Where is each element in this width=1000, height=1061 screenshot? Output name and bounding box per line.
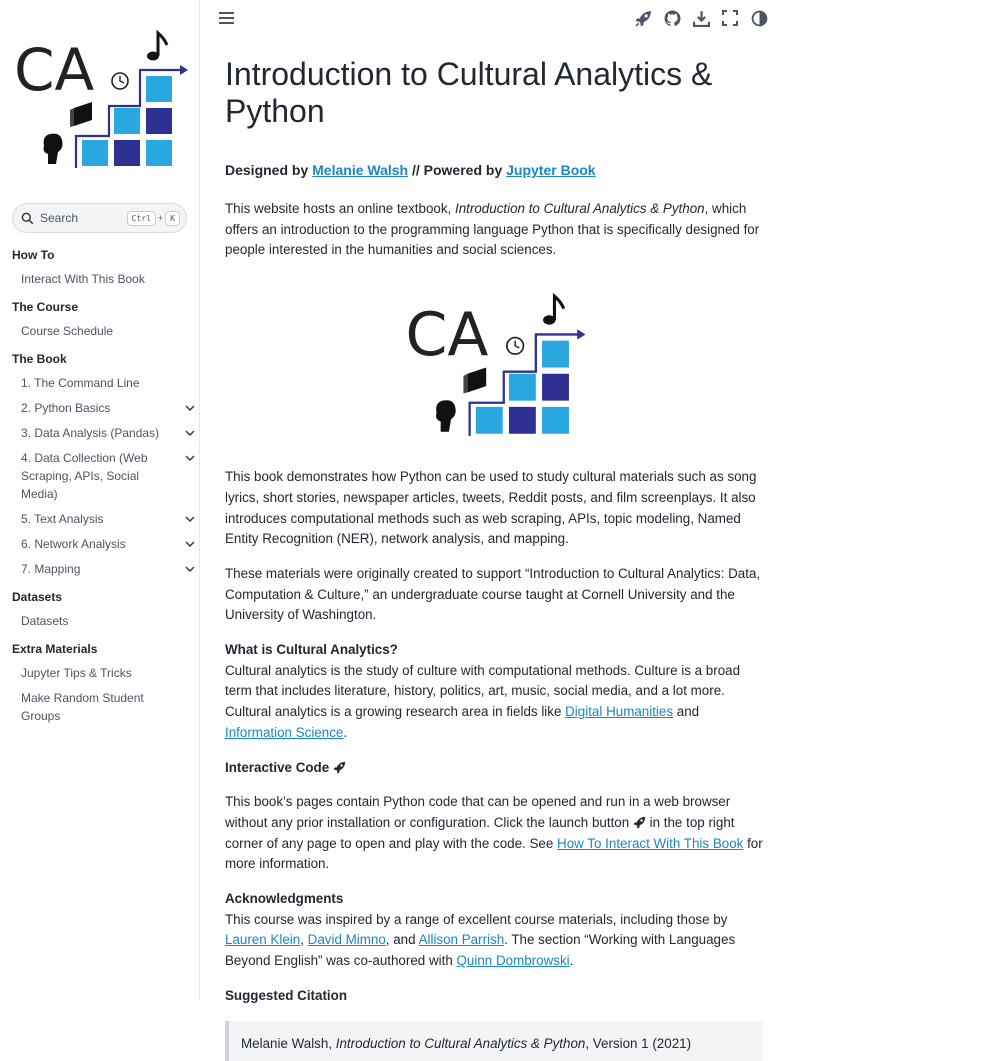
sidebar-item-jupyter-tips[interactable] <box>12 664 196 682</box>
chevron-down-icon[interactable] <box>184 427 196 439</box>
ack-paragraph <box>225 910 765 972</box>
intro-book-title: Introduction to Cultural Analytics & Python <box>455 201 705 216</box>
sidebar-item-label: Datasets <box>21 614 69 628</box>
sidebar-item-label: 5. Text Analysis <box>21 512 104 526</box>
page-title: Introduction to Cultural Analytics & Python <box>225 56 713 129</box>
david-mimno-link[interactable]: David Mimno <box>307 932 386 948</box>
citation-version: , Version 1 (2021) <box>585 1035 692 1051</box>
heading-acknowledgments: Acknowledgments <box>225 891 344 907</box>
heading-what-is-cultural-analytics: What is Cultural Analytics? <box>225 642 398 658</box>
chevron-down-icon[interactable] <box>184 452 196 464</box>
kbd-k: K <box>165 211 180 226</box>
sidebar-item-python-basics[interactable] <box>12 399 196 417</box>
citation-text <box>229 1021 763 1051</box>
sidebar-item-command-line[interactable] <box>12 374 196 392</box>
ack-sep-2: , and <box>385 932 419 948</box>
sidebar-item-label: Jupyter Tips & Tricks <box>21 666 132 680</box>
site-logo[interactable] <box>12 28 190 173</box>
sidebar-nav <box>12 244 196 732</box>
rocket-icon <box>633 816 646 829</box>
byline-powered: // Powered by <box>408 162 507 178</box>
heading-interactive-code-text: Interactive Code <box>225 759 330 775</box>
search-shortcut <box>127 211 180 226</box>
fullscreen-icon[interactable] <box>721 8 739 28</box>
digital-humanities-link[interactable]: Digital Humanities <box>565 704 674 720</box>
interactive-text-b: in the top right corner of any page to open and play with the code. See <box>225 814 735 851</box>
ack-text-a: This course was inspired by a range of excellent course materials, including those by <box>225 911 728 927</box>
heading-interactive-code <box>225 758 765 779</box>
chevron-down-icon[interactable] <box>184 513 196 525</box>
content-logo <box>403 291 588 441</box>
intro-text-a: This website hosts an online textbook, <box>225 201 456 216</box>
sidebar-item-text-analysis[interactable] <box>12 510 196 528</box>
interactive-text-c: for more information. <box>225 835 763 872</box>
citation-work: Introduction to Cultural Analytics & Python <box>335 1035 586 1051</box>
intro-text-b: , which offers an introduction to the programming language Python that is specifically designed for people interested in the humanities and social sciences. <box>225 201 760 258</box>
sidebar <box>0 0 200 1000</box>
kbd-ctrl: Ctrl <box>127 211 156 226</box>
search-icon <box>21 212 34 225</box>
logo-letters: CA <box>405 300 489 371</box>
what-and: and <box>673 704 700 720</box>
section-interactive-code <box>225 758 765 876</box>
rocket-icon[interactable] <box>634 8 652 28</box>
sidebar-item-label: 2. Python Basics <box>21 401 111 415</box>
sidebar-item-label: Course Schedule <box>21 324 114 338</box>
nav-caption-the-book: The Book <box>12 352 67 366</box>
what-end: . <box>343 724 348 740</box>
logo-letters: CA <box>14 36 95 104</box>
author-link[interactable]: Melanie Walsh <box>312 162 409 178</box>
sidebar-item-label: 7. Mapping <box>21 562 81 576</box>
byline-designed: Designed by <box>225 162 313 178</box>
header-toolbar <box>634 8 768 28</box>
sidebar-item-label: Interact With This Book <box>21 272 145 286</box>
jupyter-book-link[interactable]: Jupyter Book <box>506 162 596 178</box>
ack-text-b: . The section “Working with Languages Beyond English” was co-authored with <box>225 932 736 969</box>
origin-paragraph: These materials were originally created to support “Introduction to Cultural Analytics: Data, Computation & Culture,” an undergraduate course taught at Cornell University and the University of Washington. <box>225 565 761 623</box>
nav-caption-the-course: The Course <box>12 300 79 314</box>
quinn-dombrowski-link[interactable]: Quinn Dombrowski <box>456 953 570 969</box>
citation-blockquote <box>225 1021 763 1061</box>
interactive-text-a: This book’s pages contain Python code that can be opened and run in a web browser without any prior installation or configuration. Click the launch button <box>225 794 731 830</box>
sidebar-item-label: 3. Data Analysis (Pandas) <box>21 426 160 440</box>
sidebar-item-interact[interactable] <box>12 270 196 288</box>
sidebar-item-random-groups[interactable] <box>12 689 196 725</box>
kbd-plus: + <box>157 213 164 223</box>
heading-suggested-citation: Suggested Citation <box>225 987 348 1003</box>
ca-logo-image <box>403 291 588 441</box>
sidebar-item-data-analysis[interactable] <box>12 424 196 442</box>
chevron-down-icon[interactable] <box>184 402 196 414</box>
what-paragraph <box>225 661 765 744</box>
interactive-paragraph <box>225 792 765 875</box>
book-description-paragraph: This book demonstrates how Python can be used to study cultural materials such as song lyrics, short stories, newspaper articles, tweets, Reddit posts, and film screenplays. It also introduces computational methods such as web scraping, APIs, topic modeling, Named Entity Recognition (NER), network analysis, and mapping. <box>225 469 757 547</box>
what-text: Cultural analytics is the study of culture with computational methods. Culture is a broad term that includes literature, history, politics, art, music, social media, and a lot more. Cultural analytics is a growing research area in fields like <box>225 662 741 720</box>
sidebar-item-label: Make Random Student Groups <box>21 691 144 723</box>
theme-toggle-icon[interactable] <box>750 8 768 28</box>
github-icon[interactable] <box>663 8 681 28</box>
citation-author: Melanie Walsh, <box>241 1035 336 1051</box>
search-label: Search <box>40 211 79 225</box>
information-science-link[interactable]: Information Science <box>225 724 344 740</box>
sidebar-item-data-collection[interactable] <box>12 449 196 503</box>
nav-caption-datasets: Datasets <box>12 590 63 604</box>
section-citation <box>225 986 765 1061</box>
ca-logo-image <box>12 28 190 173</box>
ack-sep-1: , <box>300 932 308 948</box>
sidebar-item-label: 1. The Command Line <box>21 376 140 390</box>
section-acknowledgments <box>225 889 765 972</box>
allison-parrish-link[interactable]: Allison Parrish <box>418 932 505 948</box>
ack-text-c: . <box>569 953 574 969</box>
intro-paragraph <box>225 199 765 261</box>
byline <box>225 162 765 178</box>
search-box[interactable] <box>12 203 187 233</box>
sidebar-item-course-schedule[interactable] <box>12 322 196 340</box>
chevron-down-icon[interactable] <box>184 563 196 575</box>
nav-caption-how-to: How To <box>12 248 55 262</box>
how-to-interact-link[interactable]: How To Interact With This Book <box>557 835 744 851</box>
sidebar-item-network-analysis[interactable] <box>12 535 196 553</box>
sidebar-item-datasets[interactable] <box>12 612 196 630</box>
chevron-down-icon[interactable] <box>184 538 196 550</box>
section-what-is <box>225 640 765 744</box>
sidebar-item-mapping[interactable] <box>12 560 196 578</box>
lauren-klein-link[interactable]: Lauren Klein <box>225 932 301 948</box>
hamburger-menu-icon[interactable] <box>218 9 236 27</box>
sidebar-item-label: 4. Data Collection (Web Scraping, APIs, Social Media) <box>21 451 148 501</box>
sidebar-item-label: 6. Network Analysis <box>21 537 126 551</box>
rocket-icon <box>333 761 346 774</box>
nav-caption-extra-materials: Extra Materials <box>12 642 98 656</box>
main-content <box>225 56 765 1061</box>
download-icon[interactable] <box>692 8 710 28</box>
